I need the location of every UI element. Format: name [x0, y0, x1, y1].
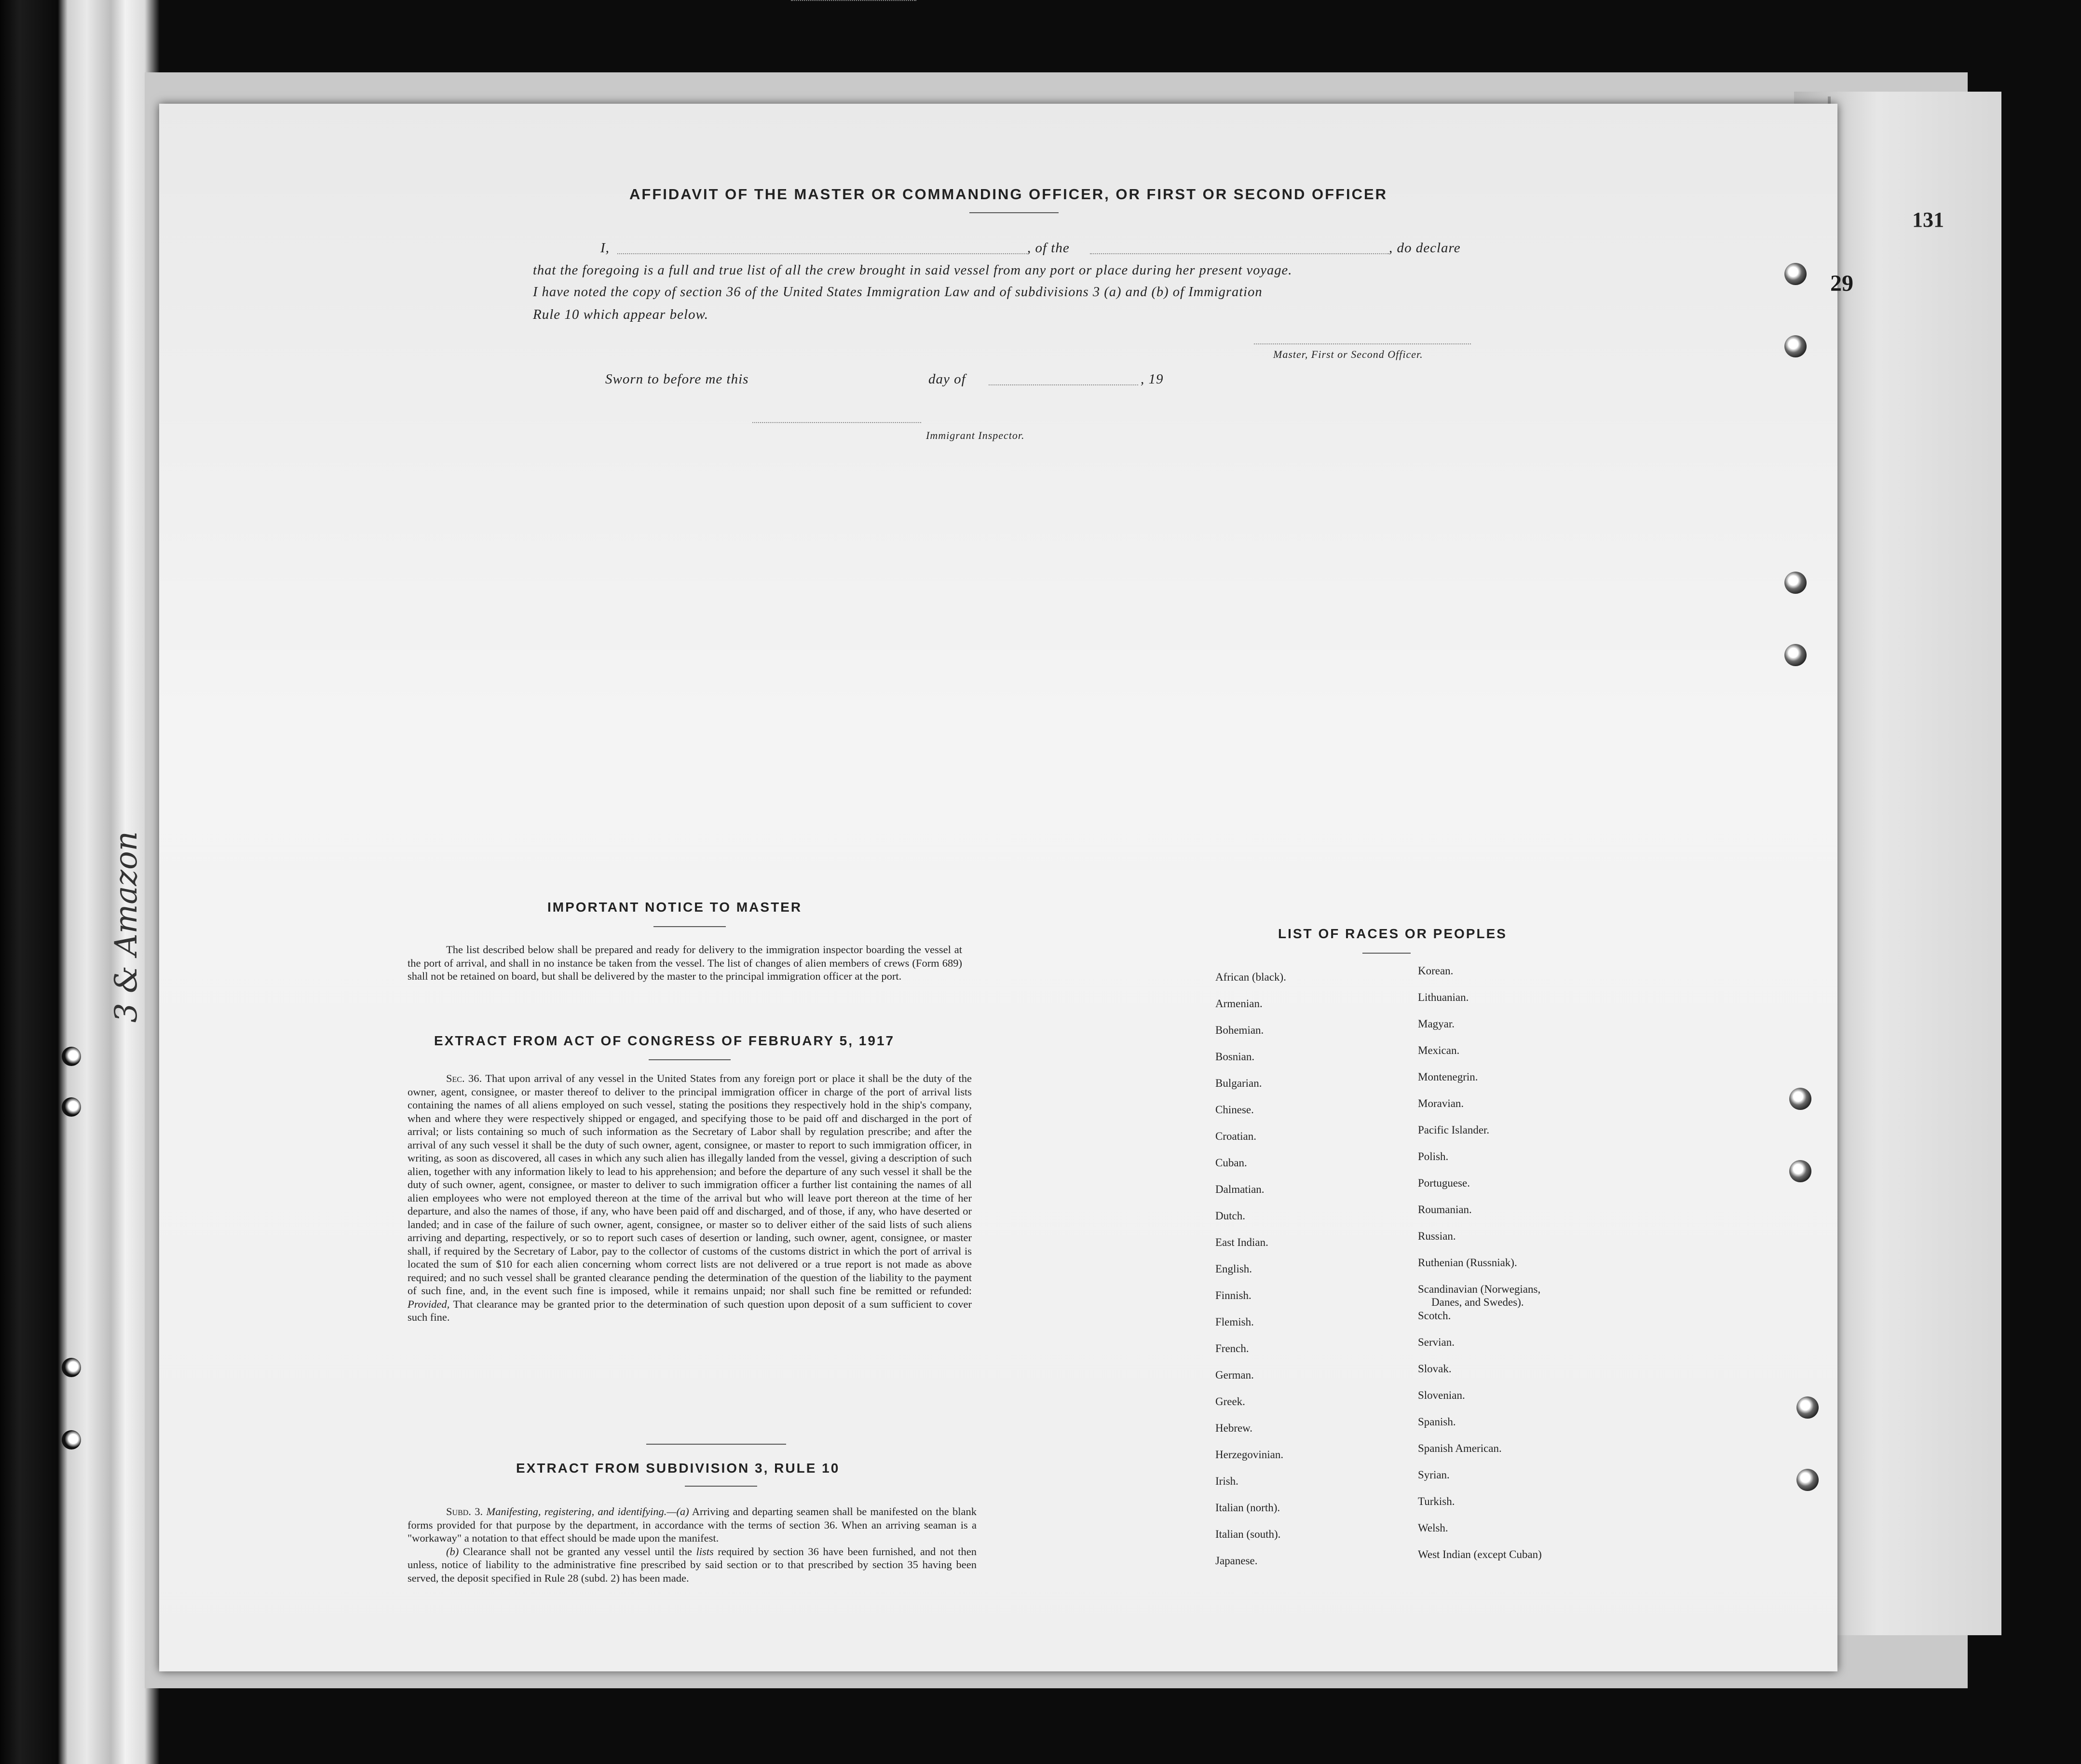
list-item: German.: [1215, 1369, 1254, 1381]
adjacent-page-number: 29: [1830, 271, 1853, 296]
list-item: Bohemian.: [1215, 1024, 1264, 1036]
punch-hole-icon: [1796, 1469, 1819, 1491]
act-extract-title-rule: [649, 1059, 731, 1060]
punch-hole-icon: [1784, 572, 1807, 594]
affidavit-title-rule: [969, 212, 1059, 213]
vessel-name-field[interactable]: [1090, 253, 1389, 254]
affidavit-line1-start: I,: [600, 240, 610, 256]
list-item: Mexican.: [1418, 1044, 1460, 1056]
list-item: Slovenian.: [1418, 1389, 1465, 1401]
rule-extract-title: EXTRACT FROM SUBDIVISION 3, RULE 10: [516, 1461, 840, 1476]
list-item: Italian (north).: [1215, 1502, 1280, 1514]
punch-hole-icon: [62, 1047, 81, 1066]
list-item: Moravian.: [1418, 1097, 1464, 1109]
notice-title-rule: [653, 926, 726, 927]
punch-hole-icon: [1784, 263, 1807, 285]
list-item: Scandinavian (Norwegians,: [1418, 1283, 1541, 1295]
list-item-continuation: Danes, and Swedes).: [1431, 1296, 1524, 1308]
list-item: Herzegovinian.: [1215, 1449, 1284, 1461]
list-item: Dalmatian.: [1215, 1183, 1265, 1195]
list-item: Finnish.: [1215, 1289, 1251, 1301]
list-item: Montenegrin.: [1418, 1071, 1478, 1083]
list-item: Bosnian.: [1215, 1051, 1255, 1063]
list-item: Bulgarian.: [1215, 1077, 1262, 1089]
races-column-2: [1418, 965, 1542, 1575]
races-title-rule: [1362, 953, 1411, 954]
list-item: Dutch.: [1215, 1210, 1245, 1222]
list-item: African (black).: [1215, 971, 1286, 983]
punch-hole-icon: [1784, 335, 1807, 357]
punch-hole-icon: [1789, 1160, 1811, 1182]
list-item: Pacific Islander.: [1418, 1124, 1490, 1136]
list-item: Syrian.: [1418, 1469, 1450, 1481]
punch-hole-icon: [1796, 1396, 1819, 1419]
list-item: Russian.: [1418, 1230, 1456, 1242]
punch-hole-icon: [62, 1097, 81, 1117]
notice-body: The list described below shall be prepared and ready for delivery to the immigration inspector boarding the vessel at the port of arrival, and shall in no instance be taken from the vessel. The list of changes of alien members of crews (Form 689) shall not be retained on board, but shall be delivered by the master to the principal immigration officer at the port.: [408, 944, 962, 982]
manifest-sheet: [159, 104, 1837, 1671]
list-item: East Indian.: [1215, 1236, 1268, 1248]
affidavit-line2: that the foregoing is a full and true list of all the crew brought in said vessel from any port or place during her present voyage.: [533, 263, 1292, 278]
sworn-text-mid: day of: [928, 371, 966, 387]
races-title: LIST OF RACES OR PEOPLES: [1278, 926, 1507, 941]
list-item: Scotch.: [1418, 1310, 1451, 1322]
list-item: Korean.: [1418, 965, 1454, 977]
sworn-month-field[interactable]: [989, 384, 1138, 385]
affidavit-line1-mid: , of the: [1027, 240, 1070, 256]
list-item: Spanish.: [1418, 1416, 1456, 1428]
notice-title: IMPORTANT NOTICE TO MASTER: [547, 900, 802, 915]
affidavit-line3: I have noted the copy of section 36 of the United States Immigration Law and of subdivisions 3 (a) and (b) of Immigration: [533, 285, 1263, 300]
act-extract-body: Sec. 36. That upon arrival of any vessel in the United States from any foreign port or place it shall be the duty of the owner, agent, consignee, or master thereof to deliver to the principal immigration officer in charge of the port of arrival lists containing the names of all aliens employed on such vessel, stating the positions they respectively hold in the ship's company, when and where they were respectively shipped or engaged, and specifying those to be paid off and discharged in the port of arrival; or lists containing so much of such information as the Secretary of Labor shall by regulation prescribe; and after the arrival of any such vessel it shall be the duty of such owner, agent, consignee, or master to report to such immigration officer, in writing, as soon as discovered, all cases in which any such alien has illegally landed from the vessel, giving a description of such alien, together with any information likely to lead to his apprehension; and before the departure of any such vessel it shall be the duty of such owner, agent, consignee, or master to deliver to such immigration officer a further list containing the names of all alien employees who were not employed thereon at the time of the arrival but who will leave port thereon at the time of her departure, and also the names of those, if any, who have been paid off and discharged, and of those, if any, who have deserted or landed; and in case of the failure of such owner, agent, consignee, or master so to deliver either of the said lists of such aliens arriving and departing, respectively, or so to report such cases of desertion or landing, such owner, agent, consignee, or master shall, if required by the Secretary of Labor, pay to the collector of customs of the customs district in which the port of arrival is located the sum of $10 for each alien concerning whom correct lists are not delivered or a true report is not made as above required; and no such vessel shall be granted clearance pending the determination of the question of the liability to the payment of such fine, and, in the event such fine is imposed, while it remains unpaid; nor shall such fine be remitted or refunded: Provided, That clearance may be granted prior to the determination of such question upon deposit of a sum sufficient to cover such fine.: [408, 1072, 972, 1323]
list-item: Spanish American.: [1418, 1442, 1502, 1454]
punch-hole-icon: [1789, 1088, 1811, 1110]
sworn-text-end: , 19: [1141, 371, 1164, 387]
page-number: 131: [1912, 208, 1944, 232]
list-item: Flemish.: [1215, 1316, 1254, 1328]
list-item: Italian (south).: [1215, 1528, 1281, 1540]
master-name-field[interactable]: [617, 253, 1027, 254]
signature-field[interactable]: [1254, 343, 1471, 344]
rule-extract-top-rule: [646, 1444, 786, 1445]
list-item: Lithuanian.: [1418, 991, 1469, 1003]
list-item: Croatian.: [1215, 1130, 1256, 1142]
list-item: Slovak.: [1418, 1363, 1452, 1375]
list-item: Turkish.: [1418, 1495, 1455, 1507]
signature-caption: Master, First or Second Officer.: [1273, 348, 1423, 360]
list-item: Polish.: [1418, 1150, 1449, 1162]
rule-extract-body: Subd. 3. Manifesting, registering, and identifying.—(a) Arriving and departing seamen shall be manifested on the blank forms provided for that purpose by the department, in accordance with the terms of section 36. When an arriving seaman is a "workaway" a notation to that effect should be made upon the manifest. (b) Clearance shall not be granted any vessel until the lists required by section 36 have been furnished, and not then unless, notice of liability to the administrative fine prescribed by said section or to that prescribed by section 35 having been served, the deposit specified in Rule 28 (subd. 2) has been made.: [408, 1505, 977, 1584]
list-item: Welsh.: [1418, 1522, 1448, 1534]
affidavit-line1-end: , do declare: [1389, 240, 1461, 256]
affidavit-line4: Rule 10 which appear below.: [533, 307, 708, 322]
inspector-signature-field[interactable]: [752, 422, 921, 423]
list-item: Cuban.: [1215, 1157, 1247, 1169]
section-label: Sec. 36.: [446, 1072, 482, 1084]
list-item: Portuguese.: [1418, 1177, 1470, 1189]
list-item: Chinese.: [1215, 1104, 1254, 1116]
list-item: Servian.: [1418, 1336, 1455, 1348]
punch-hole-icon: [62, 1430, 81, 1449]
sworn-text-start: Sworn to before me this: [605, 371, 749, 387]
races-column-1: [1215, 971, 1286, 1581]
handwritten-note: 3 & Amazon: [109, 831, 144, 1023]
list-item: Irish.: [1215, 1475, 1238, 1487]
list-item: Greek.: [1215, 1395, 1245, 1408]
sworn-day-field[interactable]: [791, 0, 916, 1]
act-extract-title: EXTRACT FROM ACT OF CONGRESS OF FEBRUARY 5, 1917: [434, 1033, 895, 1048]
list-item: Japanese.: [1215, 1555, 1258, 1567]
list-item: Ruthenian (Russniak).: [1418, 1257, 1517, 1269]
list-item: West Indian (except Cuban): [1418, 1548, 1542, 1560]
list-item: English.: [1215, 1263, 1252, 1275]
list-item: Armenian.: [1215, 998, 1263, 1010]
list-item: French.: [1215, 1342, 1249, 1354]
list-item: Magyar.: [1418, 1018, 1455, 1030]
affidavit-title: AFFIDAVIT OF THE MASTER OR COMMANDING OFFICER, OR FIRST OR SECOND OFFICER: [629, 186, 1388, 203]
punch-hole-icon: [62, 1358, 81, 1377]
inspector-caption: Immigrant Inspector.: [926, 429, 1025, 441]
list-item: Roumanian.: [1418, 1203, 1472, 1216]
list-item: Hebrew.: [1215, 1422, 1253, 1434]
punch-hole-icon: [1784, 644, 1807, 666]
rule-extract-title-rule: [685, 1486, 757, 1487]
